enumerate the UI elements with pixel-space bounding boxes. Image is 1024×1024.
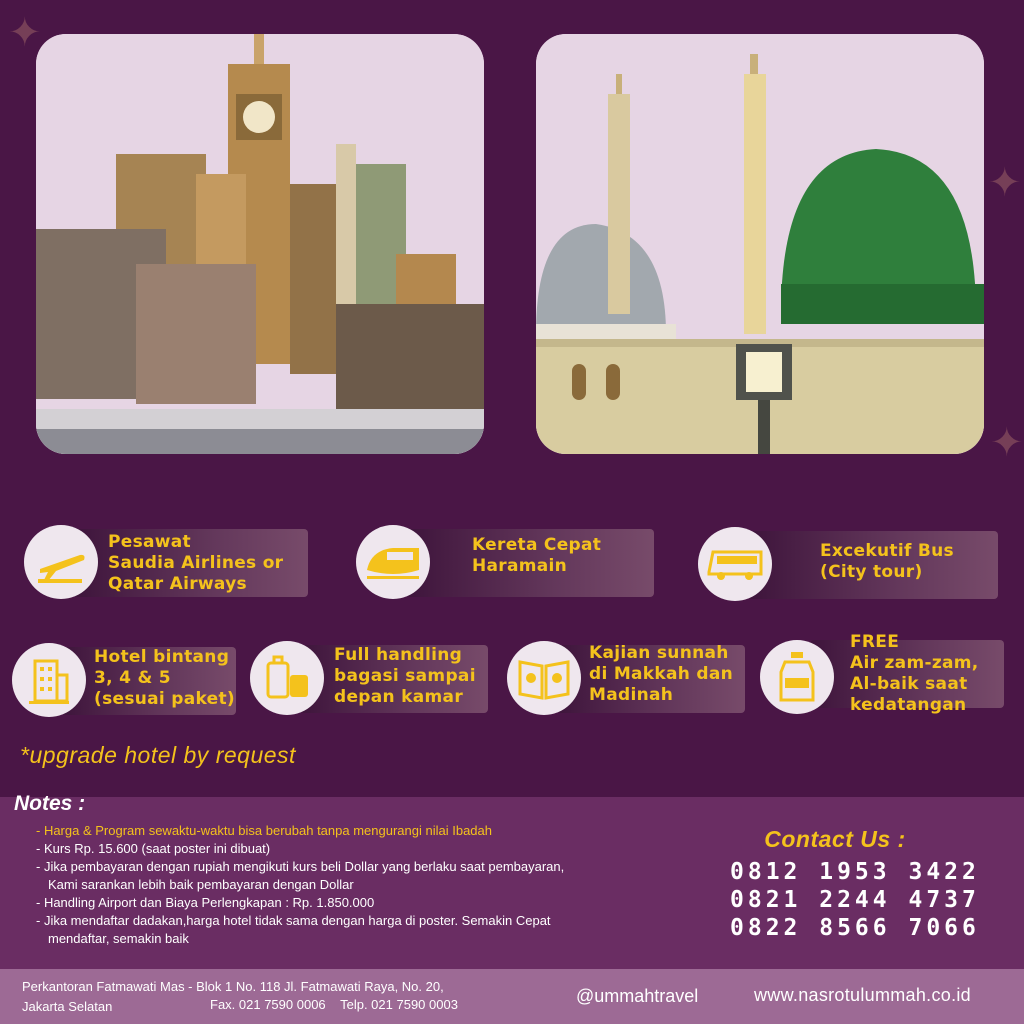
phone-list [730, 858, 980, 942]
instagram-handle[interactable]: @ummahtravel [576, 986, 699, 1006]
contact-title: Contact Us : [764, 826, 906, 852]
makkah-photo [36, 34, 484, 454]
feature-flight [24, 525, 308, 599]
note-item: - Kurs Rp. 15.600 (saat poster ini dibuat) [36, 841, 271, 856]
notes-list [36, 822, 576, 948]
water-bottle-icon [760, 640, 834, 714]
address-line-2: Jakarta Selatan [22, 999, 113, 1014]
feature-study-label: Kajian sunnah di Makkah dan Madinah [589, 643, 734, 705]
address-line-1: Perkantoran Fatmawati Mas - Blok 1 No. 118 Jl. Fatmawati Raya, No. 20, [22, 979, 444, 994]
train-icon [356, 525, 430, 599]
note-item: - Handling Airport dan Biaya Perlengkapan : Rp. 1.850.000 [36, 895, 375, 910]
book-icon [507, 641, 581, 715]
website-link[interactable]: www.nasrotulummah.co.id [754, 985, 971, 1005]
madinah-photo [536, 34, 984, 454]
feature-bus [698, 527, 998, 601]
feature-study [507, 641, 745, 715]
luggage-icon [250, 641, 324, 715]
feature-bus-label: Excekutif Bus (City tour) [820, 541, 954, 582]
phone-number[interactable]: 0821 2244 4737 [730, 887, 980, 913]
hotel-icon [12, 643, 86, 717]
feature-flight-label: Pesawat Saudia Airlines or Qatar Airways [108, 532, 284, 594]
feature-free [760, 632, 1004, 715]
airplane-icon [24, 525, 98, 599]
fax-number: Fax. 021 7590 0006 [210, 997, 326, 1012]
feature-luggage-label: Full handling bagasi sampai depan kamar [334, 645, 476, 707]
note-item: - Harga & Program sewaktu-waktu bisa berubah tanpa mengurangi nilai Ibadah [36, 823, 492, 838]
feature-train [356, 525, 654, 599]
upgrade-note: *upgrade hotel by request [20, 742, 296, 768]
feature-hotel-label: Hotel bintang 3, 4 & 5 (sesuai paket) [94, 647, 235, 709]
phone-number[interactable]: 0812 1953 3422 [730, 859, 980, 885]
fax-telp [210, 997, 458, 1012]
star-pattern-icon: ✦ [988, 161, 1022, 205]
feature-hotel [12, 643, 236, 717]
telp-number: Telp. 021 7590 0003 [340, 997, 458, 1012]
bus-icon [698, 527, 772, 601]
footer [0, 969, 1024, 1024]
note-item: - Jika pembayaran dengan rupiah mengikuti kurs beli Dollar yang berlaku saat pembayaran, Kami sarankan lebih baik pembayaran dengan Dollar [36, 859, 565, 892]
feature-free-label: FREE Air zam-zam, Al-baik saat kedatangan [850, 632, 979, 715]
star-pattern-icon: ✦ [8, 11, 42, 55]
feature-train-label: Kereta Cepat Haramain [472, 535, 602, 576]
feature-luggage [250, 641, 488, 715]
star-pattern-icon: ✦ [990, 421, 1024, 465]
notes-title: Notes : [14, 792, 86, 815]
phone-number[interactable]: 0822 8566 7066 [730, 915, 980, 941]
note-item: - Jika mendaftar dadakan,harga hotel tidak sama dengan harga di poster. Semakin Cepat mendaftar, semakin baik [36, 913, 551, 946]
